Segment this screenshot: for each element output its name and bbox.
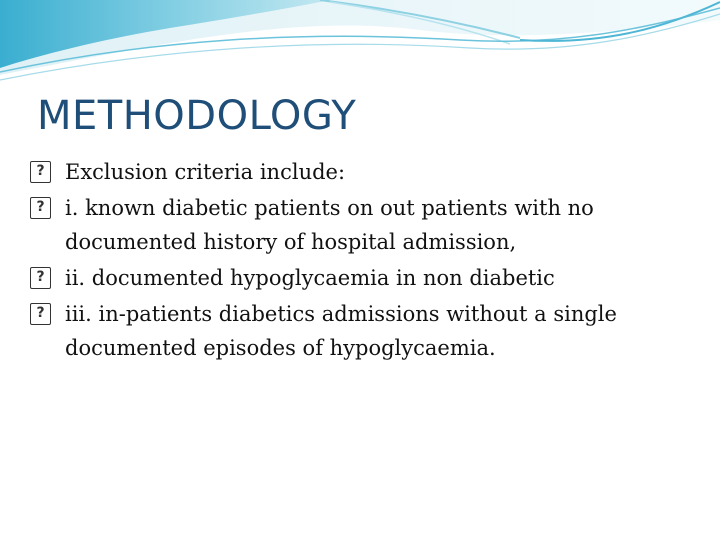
header-wave-decoration bbox=[0, 0, 720, 90]
bullet-item bbox=[30, 155, 680, 189]
bullet-glyph-icon: ? bbox=[30, 161, 51, 183]
bullet-item bbox=[30, 297, 680, 365]
bullet-glyph-icon: ? bbox=[30, 197, 51, 219]
bullet-text: ii. documented hypoglycaemia in non diabetic bbox=[65, 266, 555, 290]
bullet-glyph-icon: ? bbox=[30, 303, 51, 325]
page-title: METHODOLOGY bbox=[37, 93, 357, 139]
bullet-text: iii. in-patients diabetics admissions without a single documented episodes of hypoglycaemia. bbox=[65, 302, 617, 360]
bullet-list bbox=[30, 155, 680, 367]
bullet-item bbox=[30, 191, 680, 259]
bullet-glyph-icon: ? bbox=[30, 267, 51, 289]
bullet-item bbox=[30, 261, 680, 295]
bullet-text: Exclusion criteria include: bbox=[65, 160, 346, 184]
bullet-text: i. known diabetic patients on out patients with no documented history of hospital admission, bbox=[65, 196, 594, 254]
